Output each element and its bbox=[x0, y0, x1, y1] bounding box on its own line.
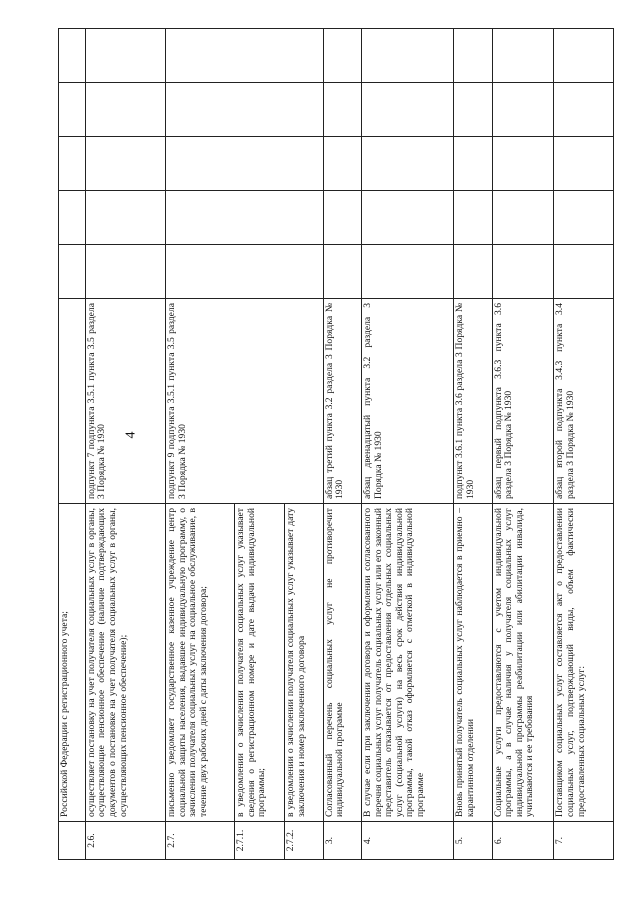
requirement-cell: Российской Федерации с регистрационного учета; bbox=[59, 504, 86, 822]
answer-cell-yes bbox=[492, 245, 554, 299]
notes-cell bbox=[362, 29, 454, 83]
requirement-cell: Социальные услуги предоставляются с учетом индивидуальной программы, а в случае наличия у получателя социальных услуг индивидуальной программы реабилитации или абилитации инвалида, учитываются и ее требования bbox=[492, 504, 554, 822]
answer-cell-yes bbox=[362, 245, 454, 299]
answer-cell-extra bbox=[362, 83, 454, 137]
row-number-cell: 4. bbox=[362, 822, 454, 860]
answer-cell-extra bbox=[554, 83, 614, 137]
requirement-cell: В случае если при заключении договора и оформлении согласованного перечня социальных услуг получатель социальных услуг или его законный представитель отказывается от предоставления отдельных социальных услуг (социальной услуги) на весь срок действия индивидуальной программы, такой отказ оформляется с отметкой в индивидуальной программе bbox=[362, 504, 454, 822]
row-number-cell: 2.6. bbox=[85, 822, 165, 860]
notes-cell bbox=[166, 29, 323, 83]
requirement-cell: осуществляет постановку на учет получателя социальных услуг в органы, осуществляющие пенсионное обеспечение (наличие подтверждающих документов о постановке на учет получателя социальных услуг в органы, осуществляющих пенсионное обеспечение); bbox=[85, 504, 165, 822]
answer-cell-na bbox=[362, 137, 454, 191]
rotated-table-frame bbox=[58, 34, 614, 860]
answer-cell-na bbox=[492, 137, 554, 191]
answer-cell-no bbox=[554, 191, 614, 245]
answer-cell-yes bbox=[59, 245, 86, 299]
reference-cell: подпункт 7 подпункта 3.5.1 пункта 3.5 раздела 3 Порядка № 1930 bbox=[85, 299, 165, 504]
row-number-cell: 3. bbox=[323, 822, 361, 860]
checklist-table-container bbox=[58, 34, 614, 860]
answer-cell-extra bbox=[85, 83, 165, 137]
notes-cell bbox=[454, 29, 492, 83]
answer-cell-extra bbox=[59, 83, 86, 137]
row-number-cell: 7. bbox=[554, 822, 614, 860]
reference-cell bbox=[59, 299, 86, 504]
answer-cell-no bbox=[323, 191, 361, 245]
answer-cell-yes bbox=[454, 245, 492, 299]
reference-cell: подпункт 3.6.1 пункта 3.6 раздела 3 Порядка № 1930 bbox=[454, 299, 492, 504]
requirement-cell: Вновь принятый получатель социальных услуг наблюдается в приемно – карантинном отделении bbox=[454, 504, 492, 822]
notes-cell bbox=[85, 29, 165, 83]
answer-cell-yes bbox=[166, 245, 323, 299]
table-row bbox=[492, 29, 554, 860]
answer-cell-extra bbox=[492, 83, 554, 137]
row-number-cell bbox=[59, 822, 86, 860]
checklist-table bbox=[58, 28, 614, 860]
reference-cell: подпункт 9 подпункта 3.5.1 пункта 3.5 раздела 3 Порядка № 1930 bbox=[166, 299, 323, 504]
answer-cell-yes bbox=[554, 245, 614, 299]
notes-cell bbox=[59, 29, 86, 83]
reference-cell: абзац первый подпункта 3.6.3 пункта 3.6 раздела 3 Порядка № 1930 bbox=[492, 299, 554, 504]
row-number-cell: 6. bbox=[492, 822, 554, 860]
answer-cell-no bbox=[362, 191, 454, 245]
answer-cell-no bbox=[166, 191, 323, 245]
requirement-cell: Согласованный перечень социальных услуг не противоречит индивидуальной программе bbox=[323, 504, 361, 822]
table-row bbox=[85, 29, 165, 860]
answer-cell-yes bbox=[85, 245, 165, 299]
answer-cell-na bbox=[166, 137, 323, 191]
requirement-cell: Поставщиком социальных услуг составляется акт о предоставлении социальных услуг, подтверждающий виды, объем фактически предоставленных социальных услуг: bbox=[554, 504, 614, 822]
answer-cell-yes bbox=[323, 245, 361, 299]
table-row bbox=[454, 29, 492, 860]
table-row bbox=[362, 29, 454, 860]
table-row bbox=[323, 29, 361, 860]
row-number-cell: 2.7.1. bbox=[235, 822, 285, 860]
requirement-cell: в уведомлении о зачислении получателя социальных услуг указывает сведения о регистрационном номере и дате выдачи индивидуальной программы; bbox=[235, 504, 285, 822]
answer-cell-no bbox=[59, 191, 86, 245]
table-row bbox=[59, 29, 86, 860]
notes-cell bbox=[323, 29, 361, 83]
answer-cell-na bbox=[554, 137, 614, 191]
table-row bbox=[554, 29, 614, 860]
answer-cell-extra bbox=[166, 83, 323, 137]
answer-cell-no bbox=[85, 191, 165, 245]
reference-cell: абзац двенадцатый пункта 3.2 раздела 3 Порядка № 1930 bbox=[362, 299, 454, 504]
requirement-cell: в уведомлении о зачислении получателя социальных услуг указывает дату заключения и номер заключенного договора bbox=[285, 504, 323, 822]
notes-cell bbox=[554, 29, 614, 83]
answer-cell-no bbox=[454, 191, 492, 245]
row-number-cell: 2.7. bbox=[166, 822, 235, 860]
answer-cell-na bbox=[323, 137, 361, 191]
answer-cell-extra bbox=[323, 83, 361, 137]
reference-cell: абзац второй подпункта 3.4.3 пункта 3.4 раздела 3 Порядка № 1930 bbox=[554, 299, 614, 504]
row-number-cell: 5. bbox=[454, 822, 492, 860]
row-number-cell: 2.7.2. bbox=[285, 822, 323, 860]
answer-cell-no bbox=[492, 191, 554, 245]
reference-cell: абзац третий пункта 3.2 раздела 3 Порядка № 1930 bbox=[323, 299, 361, 504]
answer-cell-na bbox=[59, 137, 86, 191]
notes-cell bbox=[492, 29, 554, 83]
requirement-cell: письменно уведомляет государственное казенное учреждение центр социальной защиты населения, выдавшее индивидуальную программу, о зачислении получателя социальных услуг на социальное обслуживание, в течение двух рабочих дней с даты заключения договора; bbox=[166, 504, 235, 822]
answer-cell-na bbox=[85, 137, 165, 191]
answer-cell-extra bbox=[454, 83, 492, 137]
page-number: 4 bbox=[123, 431, 139, 439]
table-row bbox=[166, 29, 235, 860]
answer-cell-na bbox=[454, 137, 492, 191]
